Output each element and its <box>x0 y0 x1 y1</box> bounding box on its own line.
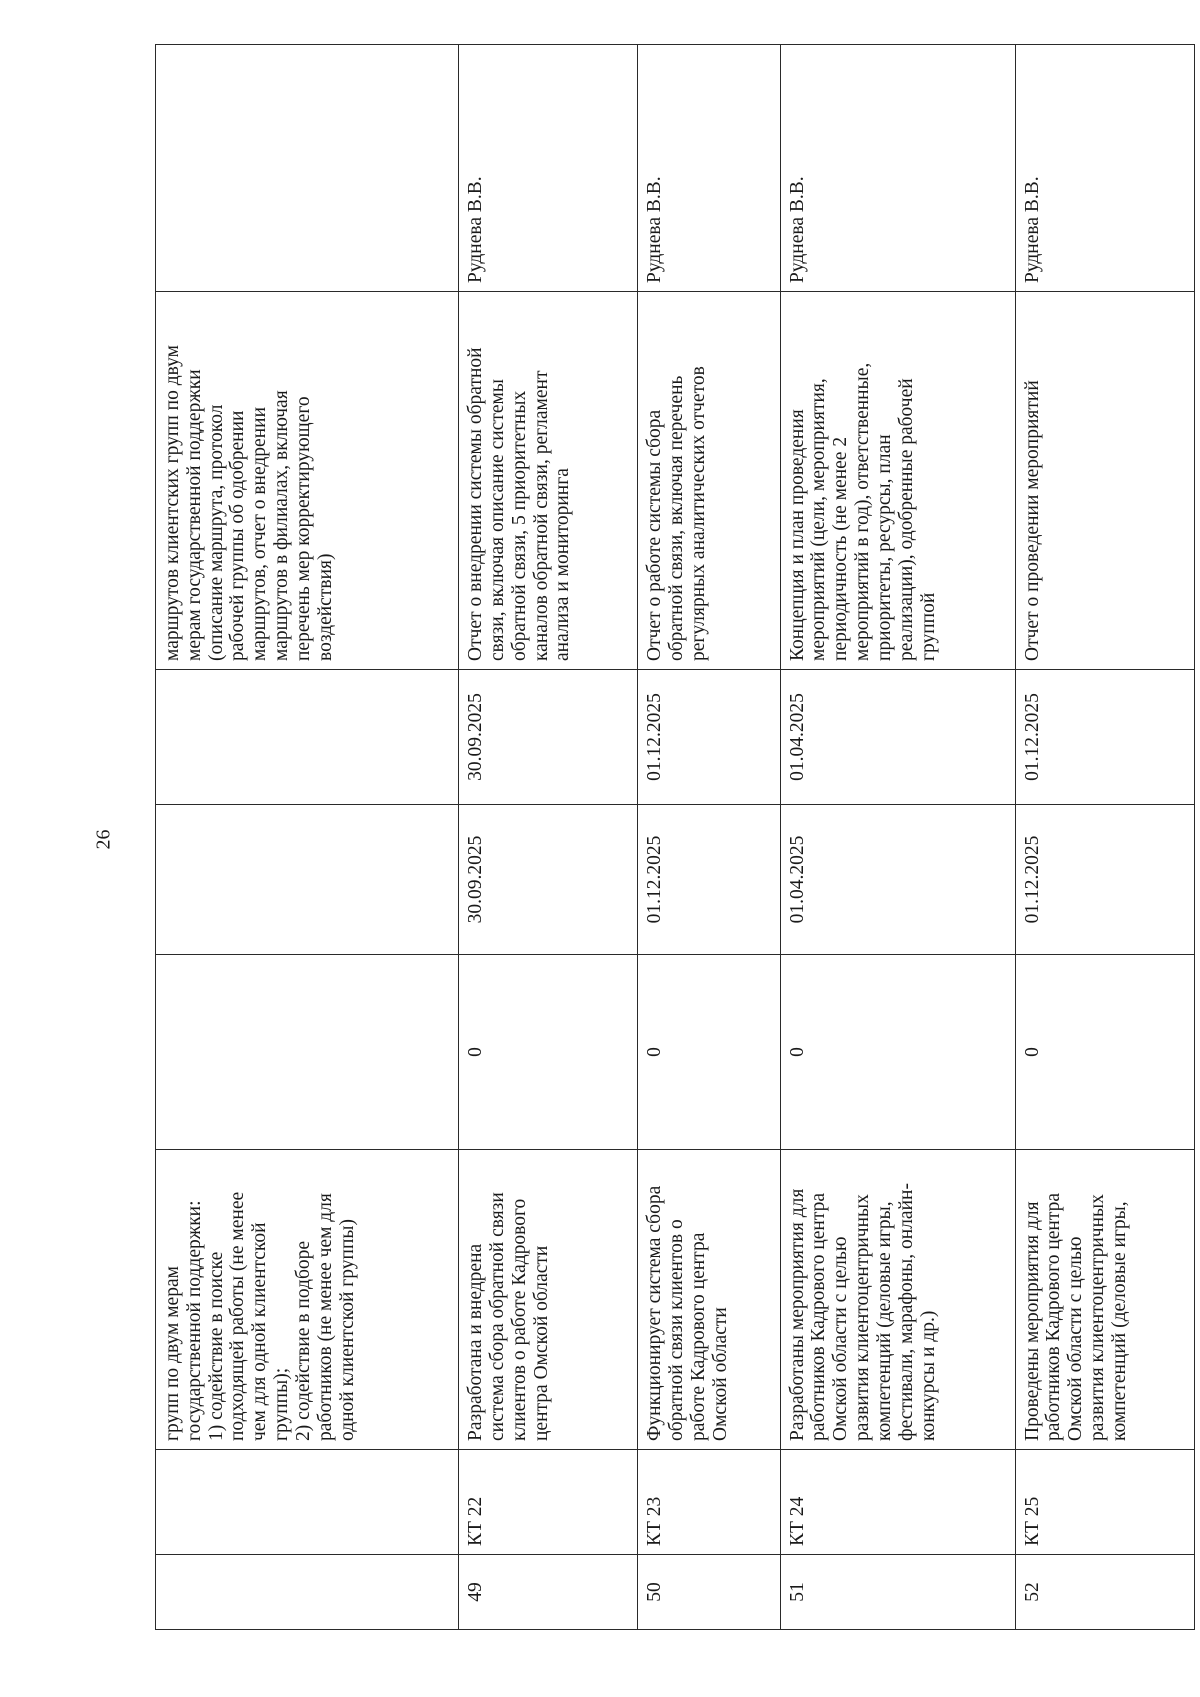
result-text: Функционирует система сбора обратной связи клиентов о работе Кадрового центра Омской области <box>644 1185 731 1441</box>
checkpoint-code: КТ 23 <box>644 1496 666 1546</box>
checkpoint-code-cell <box>459 1450 638 1555</box>
start-date: 01.12.2025 <box>644 835 666 924</box>
row-number: 49 <box>465 1582 487 1602</box>
end-date-cell <box>638 670 780 805</box>
end-date-cell <box>780 670 1015 805</box>
table-row <box>780 45 1015 1630</box>
start-date-cell <box>780 805 1015 955</box>
start-date-cell <box>1015 805 1194 955</box>
document-text: Отчет о внедрении системы обратной связи, включая описание системы обратной связи, 5 приоритетных каналов обратной связи, регламент анализа и мониторинга <box>465 347 574 661</box>
table-row <box>156 45 459 1630</box>
result-text: групп по двум мерам государственной поддержки: 1) содействие в поиске подходящей работы (не менее чем для одной клиентской группы); 2) содействие в подборе работников (не менее чем для одной клиентской группы) <box>162 1191 358 1441</box>
result-text: Разработана и внедрена система сбора обратной связи клиентов о работе Кадрового центра Омской области <box>465 1192 552 1441</box>
end-date: 01.12.2025 <box>644 693 666 781</box>
start-date: 01.12.2025 <box>1021 835 1043 924</box>
row-number: 50 <box>644 1582 666 1602</box>
checkpoint-code-cell <box>1015 1450 1194 1555</box>
result-text: Разработаны мероприятия для работников Кадрового центра Омской области с целью развития клиентоцентричных компетенций (деловые игры, фестивали, марафоны, онлайн- конкурсы и др.) <box>786 1183 939 1441</box>
row-number-cell <box>638 1555 780 1630</box>
document-text: маршрутов клиентских групп по двум мерам государственной поддержки (описание маршрута, протокол рабочей группы об одобрении маршрутов, отчет о внедрении маршрутов в филиалах, включая перечень мер корректирующего воздействия) <box>162 345 336 661</box>
document-text: Отчет о работе системы сбора обратной связи, включая перечень регулярных аналитических отчетов <box>644 366 710 661</box>
row-number-cell <box>459 1555 638 1630</box>
row-number-cell <box>1015 1555 1194 1630</box>
table-row <box>638 45 780 1630</box>
end-date-cell <box>459 670 638 805</box>
document-cell <box>638 292 780 670</box>
row-number-cell <box>780 1555 1015 1630</box>
start-date: 01.04.2025 <box>786 835 808 924</box>
responsible-cell <box>156 45 459 292</box>
value-cell <box>1015 955 1194 1150</box>
result-cell <box>156 1150 459 1450</box>
responsible-cell <box>1015 45 1194 292</box>
document-text: Концепция и план проведения мероприятий (цели, мероприятия, периодичность (не менее 2 мероприятий в год), ответственные, приоритеты, ресурсы, план реализации), одобренные рабочей группой <box>786 362 939 661</box>
end-date-cell <box>156 670 459 805</box>
document-cell <box>780 292 1015 670</box>
row-number: 51 <box>786 1582 808 1602</box>
rotated-table-container <box>155 45 1195 1630</box>
row-number-cell <box>156 1555 459 1630</box>
end-date: 01.04.2025 <box>786 693 808 781</box>
result-cell <box>780 1150 1015 1450</box>
value-cell <box>638 955 780 1150</box>
end-date: 01.12.2025 <box>1021 693 1043 781</box>
checkpoint-code-cell <box>780 1450 1015 1555</box>
responsible-person: Руднева В.В. <box>465 176 487 283</box>
base-value: 0 <box>465 1047 487 1057</box>
checkpoint-code-cell <box>156 1450 459 1555</box>
checkpoint-code: КТ 25 <box>1021 1496 1043 1546</box>
result-cell <box>1015 1150 1194 1450</box>
result-cell <box>459 1150 638 1450</box>
document-cell <box>1015 292 1194 670</box>
responsible-person: Руднева В.В. <box>644 176 666 283</box>
checkpoint-code-cell <box>638 1450 780 1555</box>
table-row <box>459 45 638 1630</box>
base-value: 0 <box>786 1047 808 1057</box>
responsible-person: Руднева В.В. <box>1021 176 1043 283</box>
document-text: Отчет о проведении мероприятий <box>1021 380 1043 661</box>
end-date: 30.09.2025 <box>465 693 487 781</box>
value-cell <box>780 955 1015 1150</box>
table-row <box>1015 45 1194 1630</box>
base-value: 0 <box>1021 1047 1043 1057</box>
responsible-person: Руднева В.В. <box>786 176 808 283</box>
plan-table <box>155 44 1195 1630</box>
checkpoint-code: КТ 22 <box>465 1496 487 1546</box>
value-cell <box>459 955 638 1150</box>
start-date: 30.09.2025 <box>465 835 487 924</box>
row-number: 52 <box>1021 1582 1043 1602</box>
checkpoint-code: КТ 24 <box>786 1496 808 1546</box>
page-number: 26 <box>92 829 115 850</box>
value-cell <box>156 955 459 1150</box>
start-date-cell <box>459 805 638 955</box>
document-cell <box>156 292 459 670</box>
end-date-cell <box>1015 670 1194 805</box>
responsible-cell <box>459 45 638 292</box>
result-text: Проведены мероприятия для работников Кадрового центра Омской области с целью развития клиентоцентричных компетенций (деловые игры, <box>1021 1192 1130 1441</box>
document-cell <box>459 292 638 670</box>
base-value: 0 <box>644 1047 666 1057</box>
responsible-cell <box>780 45 1015 292</box>
result-cell <box>638 1150 780 1450</box>
start-date-cell <box>156 805 459 955</box>
start-date-cell <box>638 805 780 955</box>
responsible-cell <box>638 45 780 292</box>
